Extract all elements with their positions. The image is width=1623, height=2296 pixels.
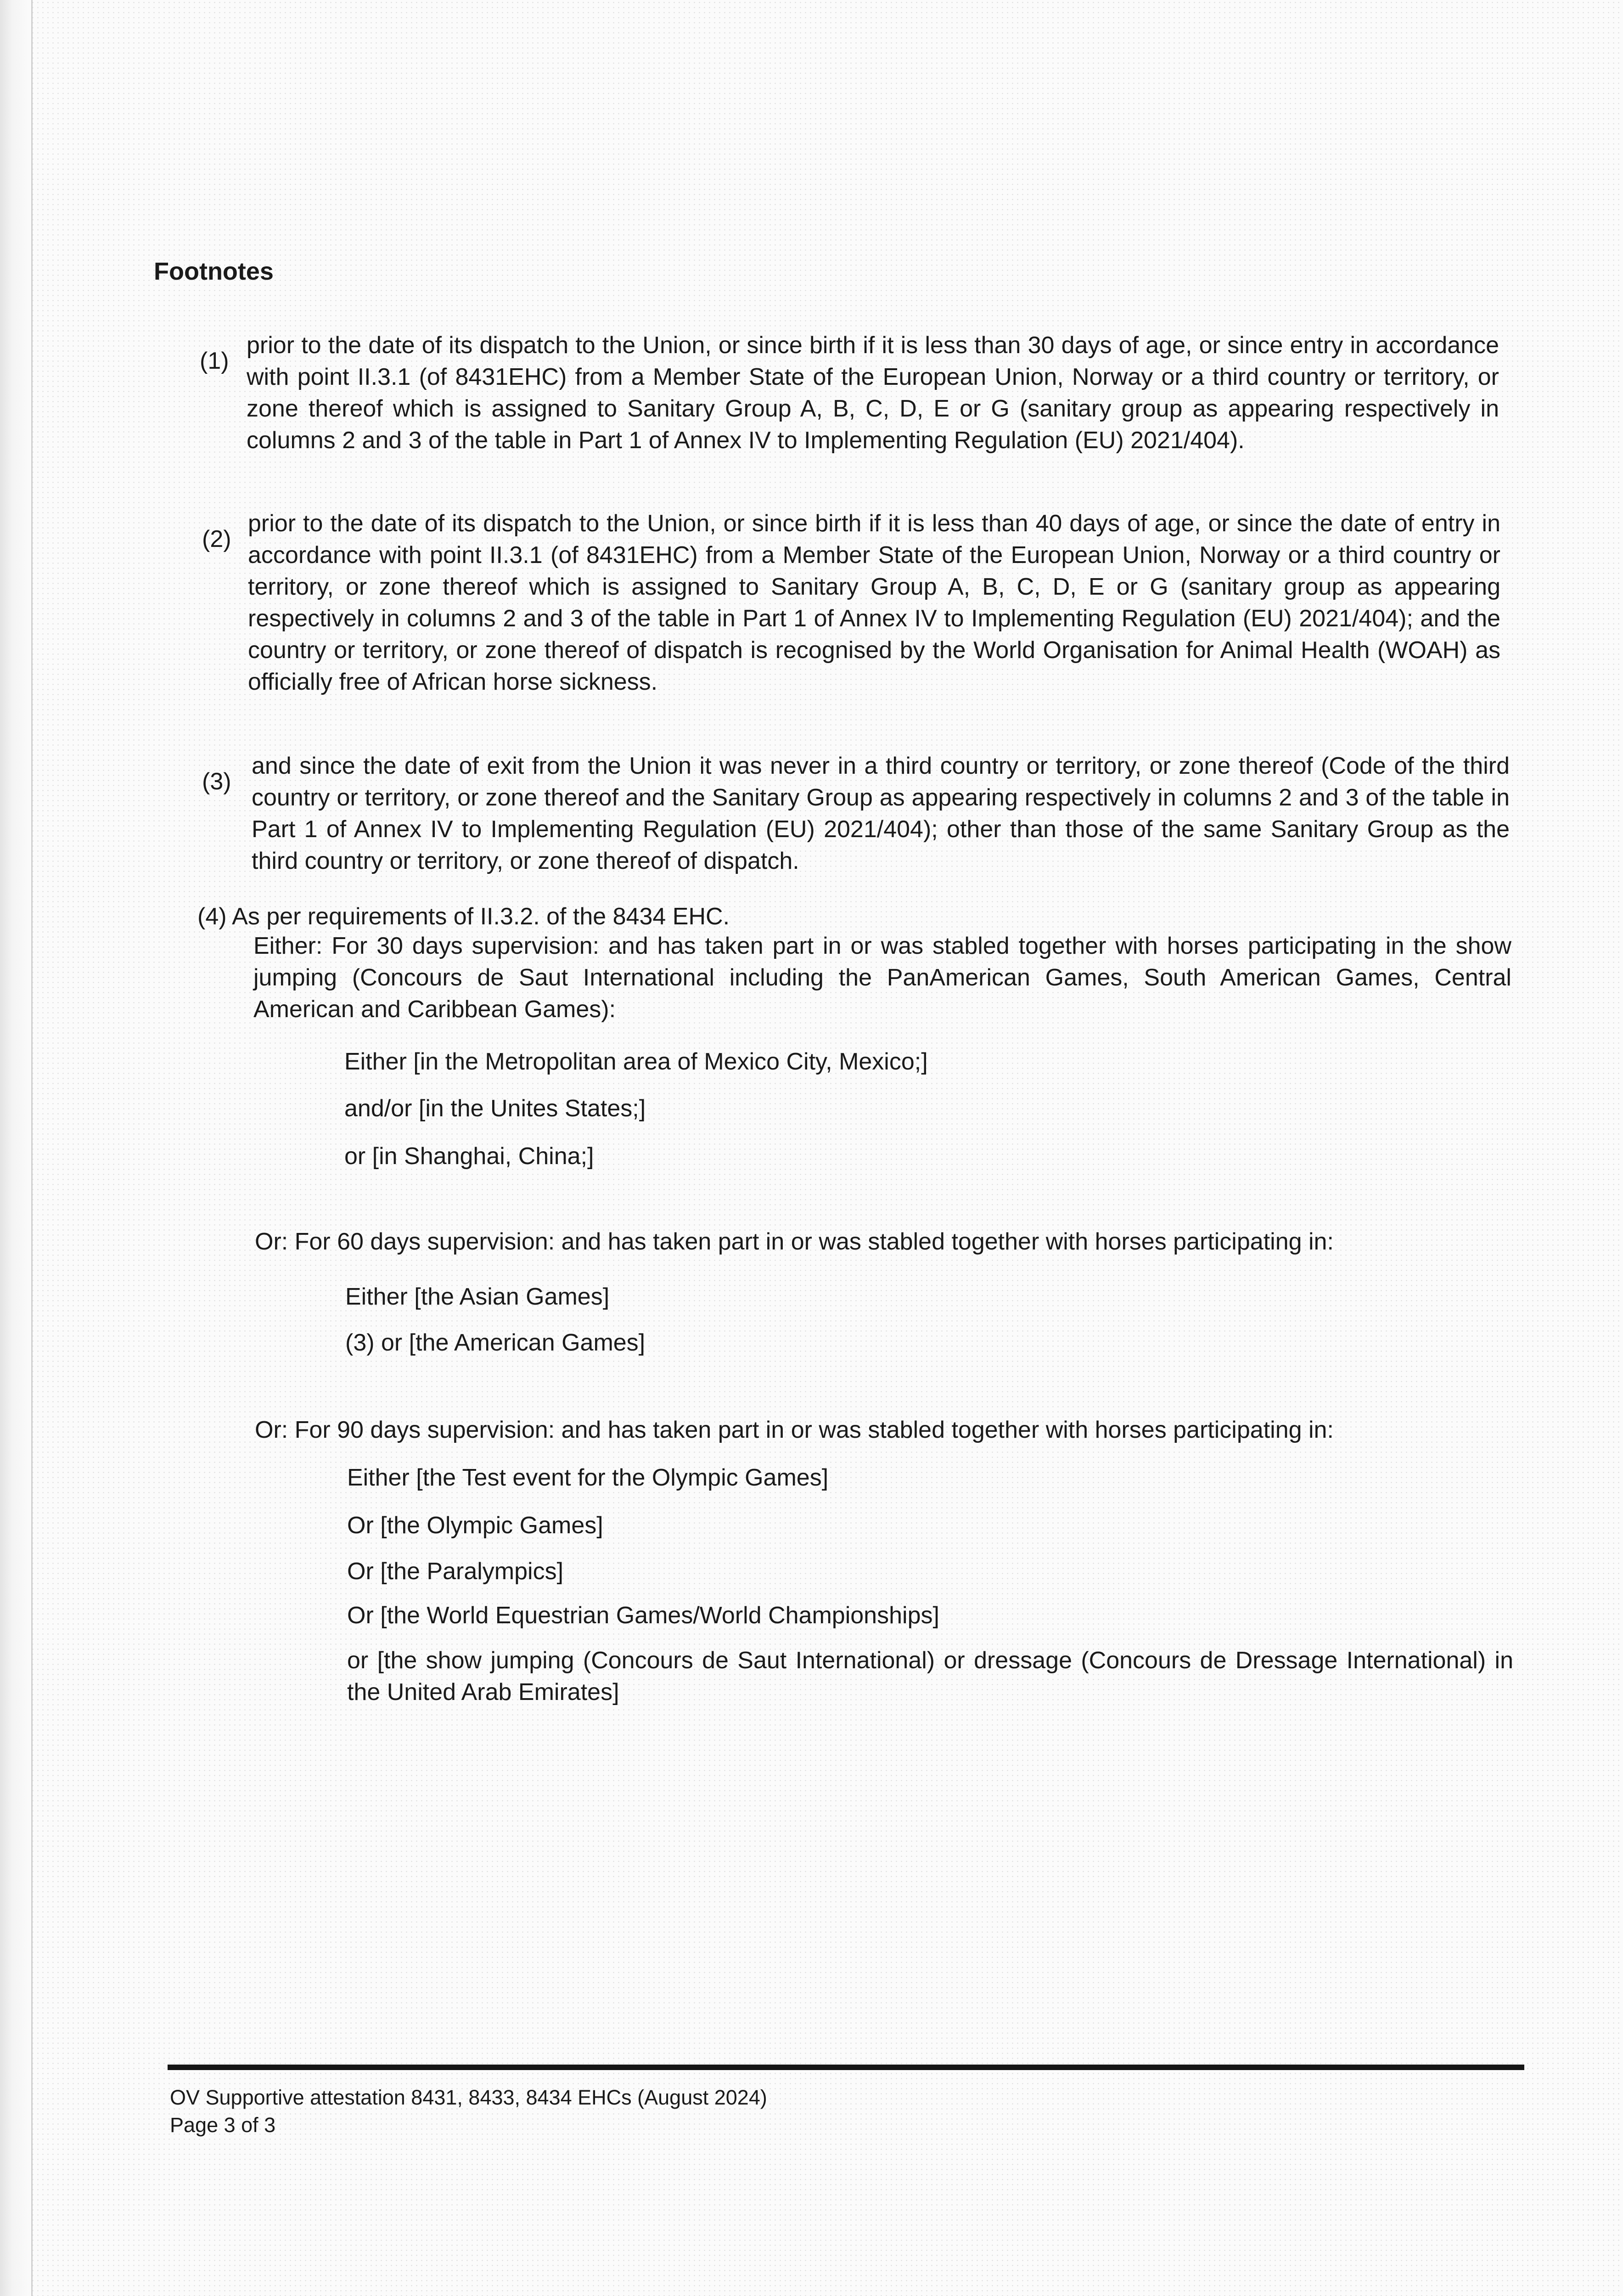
footnote-4-intro: (4) As per requirements of II.3.2. of the 8434 EHC.: [197, 903, 730, 930]
footnote-2-number: (2): [202, 526, 231, 552]
footnote-3-text: and since the date of exit from the Union it was never in a third country or territory, or zone thereof (Code of the third country or territory, or zone thereof and the Sanitary Group as appearing respectively in columns 2 and 3 of the table in Part 1 of Annex IV to Implementing Regulation (EU) 2021/404); other than those of the same Sanitary Group as the third country or territory, or zone thereof of dispatch.: [252, 753, 1510, 874]
footnote-2-text: prior to the date of its dispatch to the Union, or since birth if it is less than 40 days of age, or since the date of entry in accordance with point II.3.1 (of 8431EHC) from a Member State of the European Union, Norway or a third country or territory, or zone thereof which is assigned to Sanitary Group A, B, C, D, E or G (sanitary group as appearing respectively in columns 2 and 3 of the table in Part 1 of Annex IV to Implementing Regulation (EU) 2021/404); and the country or territory, or zone thereof of dispatch is recognised by the World Organisation for Animal Health (WOAH) as officially free of African horse sickness.: [248, 510, 1500, 695]
option-60-item-asian-games: Either [the Asian Games]: [345, 1283, 610, 1310]
option-30-item-mexico: Either [in the Metropolitan area of Mexico City, Mexico;]: [344, 1048, 928, 1075]
footnote-3-number: (3): [202, 768, 231, 795]
footnote-1-text: prior to the date of its dispatch to the Union, or since birth if it is less than 30 days of age, or since entry in accordance with point II.3.1 (of 8431EHC) from a Member State of the European Union, Norway or a third country or territory, or zone thereof which is assigned to Sanitary Group A, B, C, D, E or G (sanitary group as appearing respectively in columns 2 and 3 of the table in Part 1 of Annex IV to Implementing Regulation (EU) 2021/404).: [247, 332, 1499, 454]
option-90-item-paralympics: Or [the Paralympics]: [347, 1558, 564, 1585]
footer-document-title: OV Supportive attestation 8431, 8433, 8434 EHCs (August 2024): [170, 2086, 767, 2109]
option-60-item-american-games: (3) or [the American Games]: [345, 1329, 646, 1356]
footer-rule: [168, 2065, 1524, 2070]
option-90-item-uae: or [the show jumping (Concours de Saut International) or dressage (Concours de Dressage International) in the United Arab Emirates]: [347, 1647, 1513, 1705]
footnotes-heading: Footnotes: [154, 258, 274, 285]
option-30-item-shanghai: or [in Shanghai, China;]: [344, 1143, 594, 1170]
footnote-1-number: (1): [200, 348, 229, 374]
scan-edge: [0, 0, 33, 2296]
footer-page-number: Page 3 of 3: [170, 2113, 276, 2137]
option-90-days-text: Or: For 90 days supervision: and has taken part in or was stabled together with horses participating in:: [255, 1417, 1334, 1443]
option-30-item-united-states: and/or [in the Unites States;]: [344, 1095, 646, 1122]
option-60-days-text: Or: For 60 days supervision: and has taken part in or was stabled together with horses participating in:: [255, 1228, 1334, 1255]
option-90-item-test-event: Either [the Test event for the Olympic Games]: [347, 1464, 829, 1491]
option-30-days-text: Either: For 30 days supervision: and has taken part in or was stabled together with horses participating in the show jumping (Concours de Saut International including the PanAmerican Games, South American Games, Central American and Caribbean Games):: [253, 933, 1511, 1023]
option-90-item-world-equestrian: Or [the World Equestrian Games/World Championships]: [347, 1602, 939, 1629]
option-90-item-olympic-games: Or [the Olympic Games]: [347, 1512, 603, 1539]
